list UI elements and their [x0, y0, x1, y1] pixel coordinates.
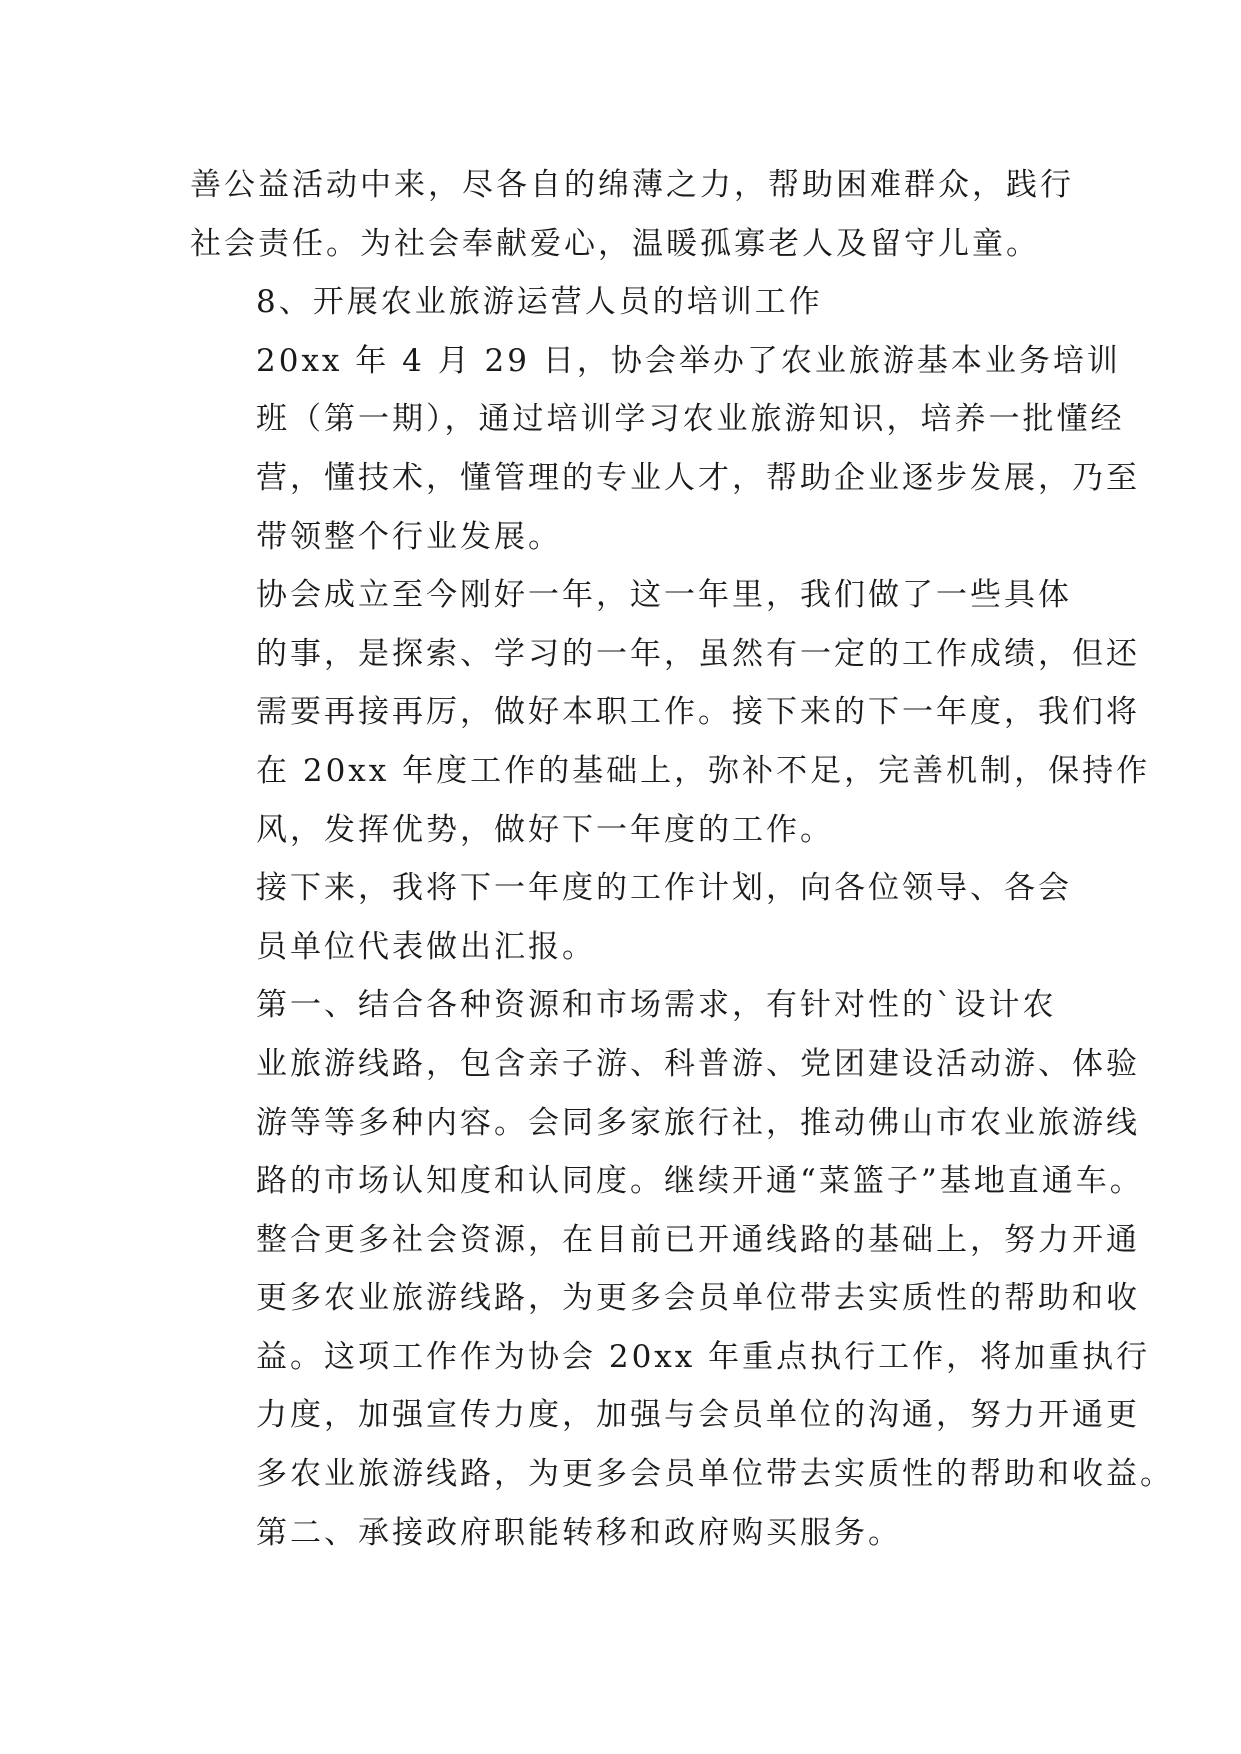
text-line: 路的市场认知度和认同度。继续开通“菜篮子”基地直通车。	[256, 1163, 1144, 1200]
paragraph-plan-first	[190, 976, 1174, 1503]
text-line: 社会责任。为社会奉献爱心，温暖孤寡老人及留守儿童。	[190, 225, 1040, 262]
paragraph-training	[190, 332, 1140, 566]
text-line: 带领整个行业发展。	[256, 518, 562, 555]
paragraph-report-intro	[190, 859, 1072, 976]
text-line: 第一、结合各种资源和市场需求，有针对性的`设计农	[256, 987, 1057, 1024]
text-line: 第二、承接政府职能转移和政府购买服务。	[256, 1514, 902, 1551]
text-line: 协会成立至今刚好一年，这一年里，我们做了一些具体	[256, 577, 1072, 614]
text-line: 更多农业旅游线路，为更多会员单位带去实质性的帮助和收	[256, 1280, 1140, 1317]
paragraph-plan-second	[190, 1504, 1050, 1563]
paragraph-one-year-summary	[190, 566, 1151, 859]
text-line: 8、开展农业旅游运营人员的培训工作	[256, 284, 823, 321]
text-line: 20xx 年 4 月 29 日，协会举办了农业旅游基本业务培训	[256, 342, 1121, 379]
text-line: 需要再接再厉，做好本职工作。接下来的下一年度，我们将	[256, 694, 1140, 731]
text-line: 在 20xx 年度工作的基础上，弥补不足，完善机制，保持作	[256, 752, 1151, 789]
text-line: 业旅游线路，包含亲子游、科普游、党团建设活动游、体验	[256, 1045, 1140, 1082]
text-line: 益。这项工作作为协会 20xx 年重点执行工作，将加重执行	[256, 1338, 1151, 1375]
text-line: 营，懂技术，懂管理的专业人才，帮助企业逐步发展，乃至	[256, 459, 1140, 496]
section-heading-training	[190, 273, 1050, 332]
text-line: 游等等多种内容。会同多家旅行社，推动佛山市农业旅游线	[256, 1104, 1140, 1141]
text-line: 员单位代表做出汇报。	[256, 928, 596, 965]
document-body	[190, 156, 1174, 1562]
text-line: 善公益活动中来，尽各自的绵薄之力，帮助困难群众，践行	[190, 167, 1074, 203]
text-line: 班（第一期），通过培训学习农业旅游知识，培养一批懂经	[256, 401, 1125, 438]
text-line: 接下来，我将下一年度的工作计划，向各位领导、各会	[256, 870, 1072, 907]
text-line: 风，发挥优势，做好下一年度的工作。	[256, 811, 834, 848]
text-line: 的事，是探索、学习的一年，虽然有一定的工作成绩，但还	[256, 635, 1140, 672]
text-line: 力度，加强宣传力度，加强与会员单位的沟通，努力开通更	[256, 1397, 1140, 1434]
paragraph-charity	[190, 156, 1074, 273]
text-line: 整合更多社会资源，在目前已开通线路的基础上，努力开通	[256, 1221, 1140, 1258]
text-line: 多农业旅游线路，为更多会员单位带去实质性的帮助和收益。	[256, 1456, 1174, 1493]
